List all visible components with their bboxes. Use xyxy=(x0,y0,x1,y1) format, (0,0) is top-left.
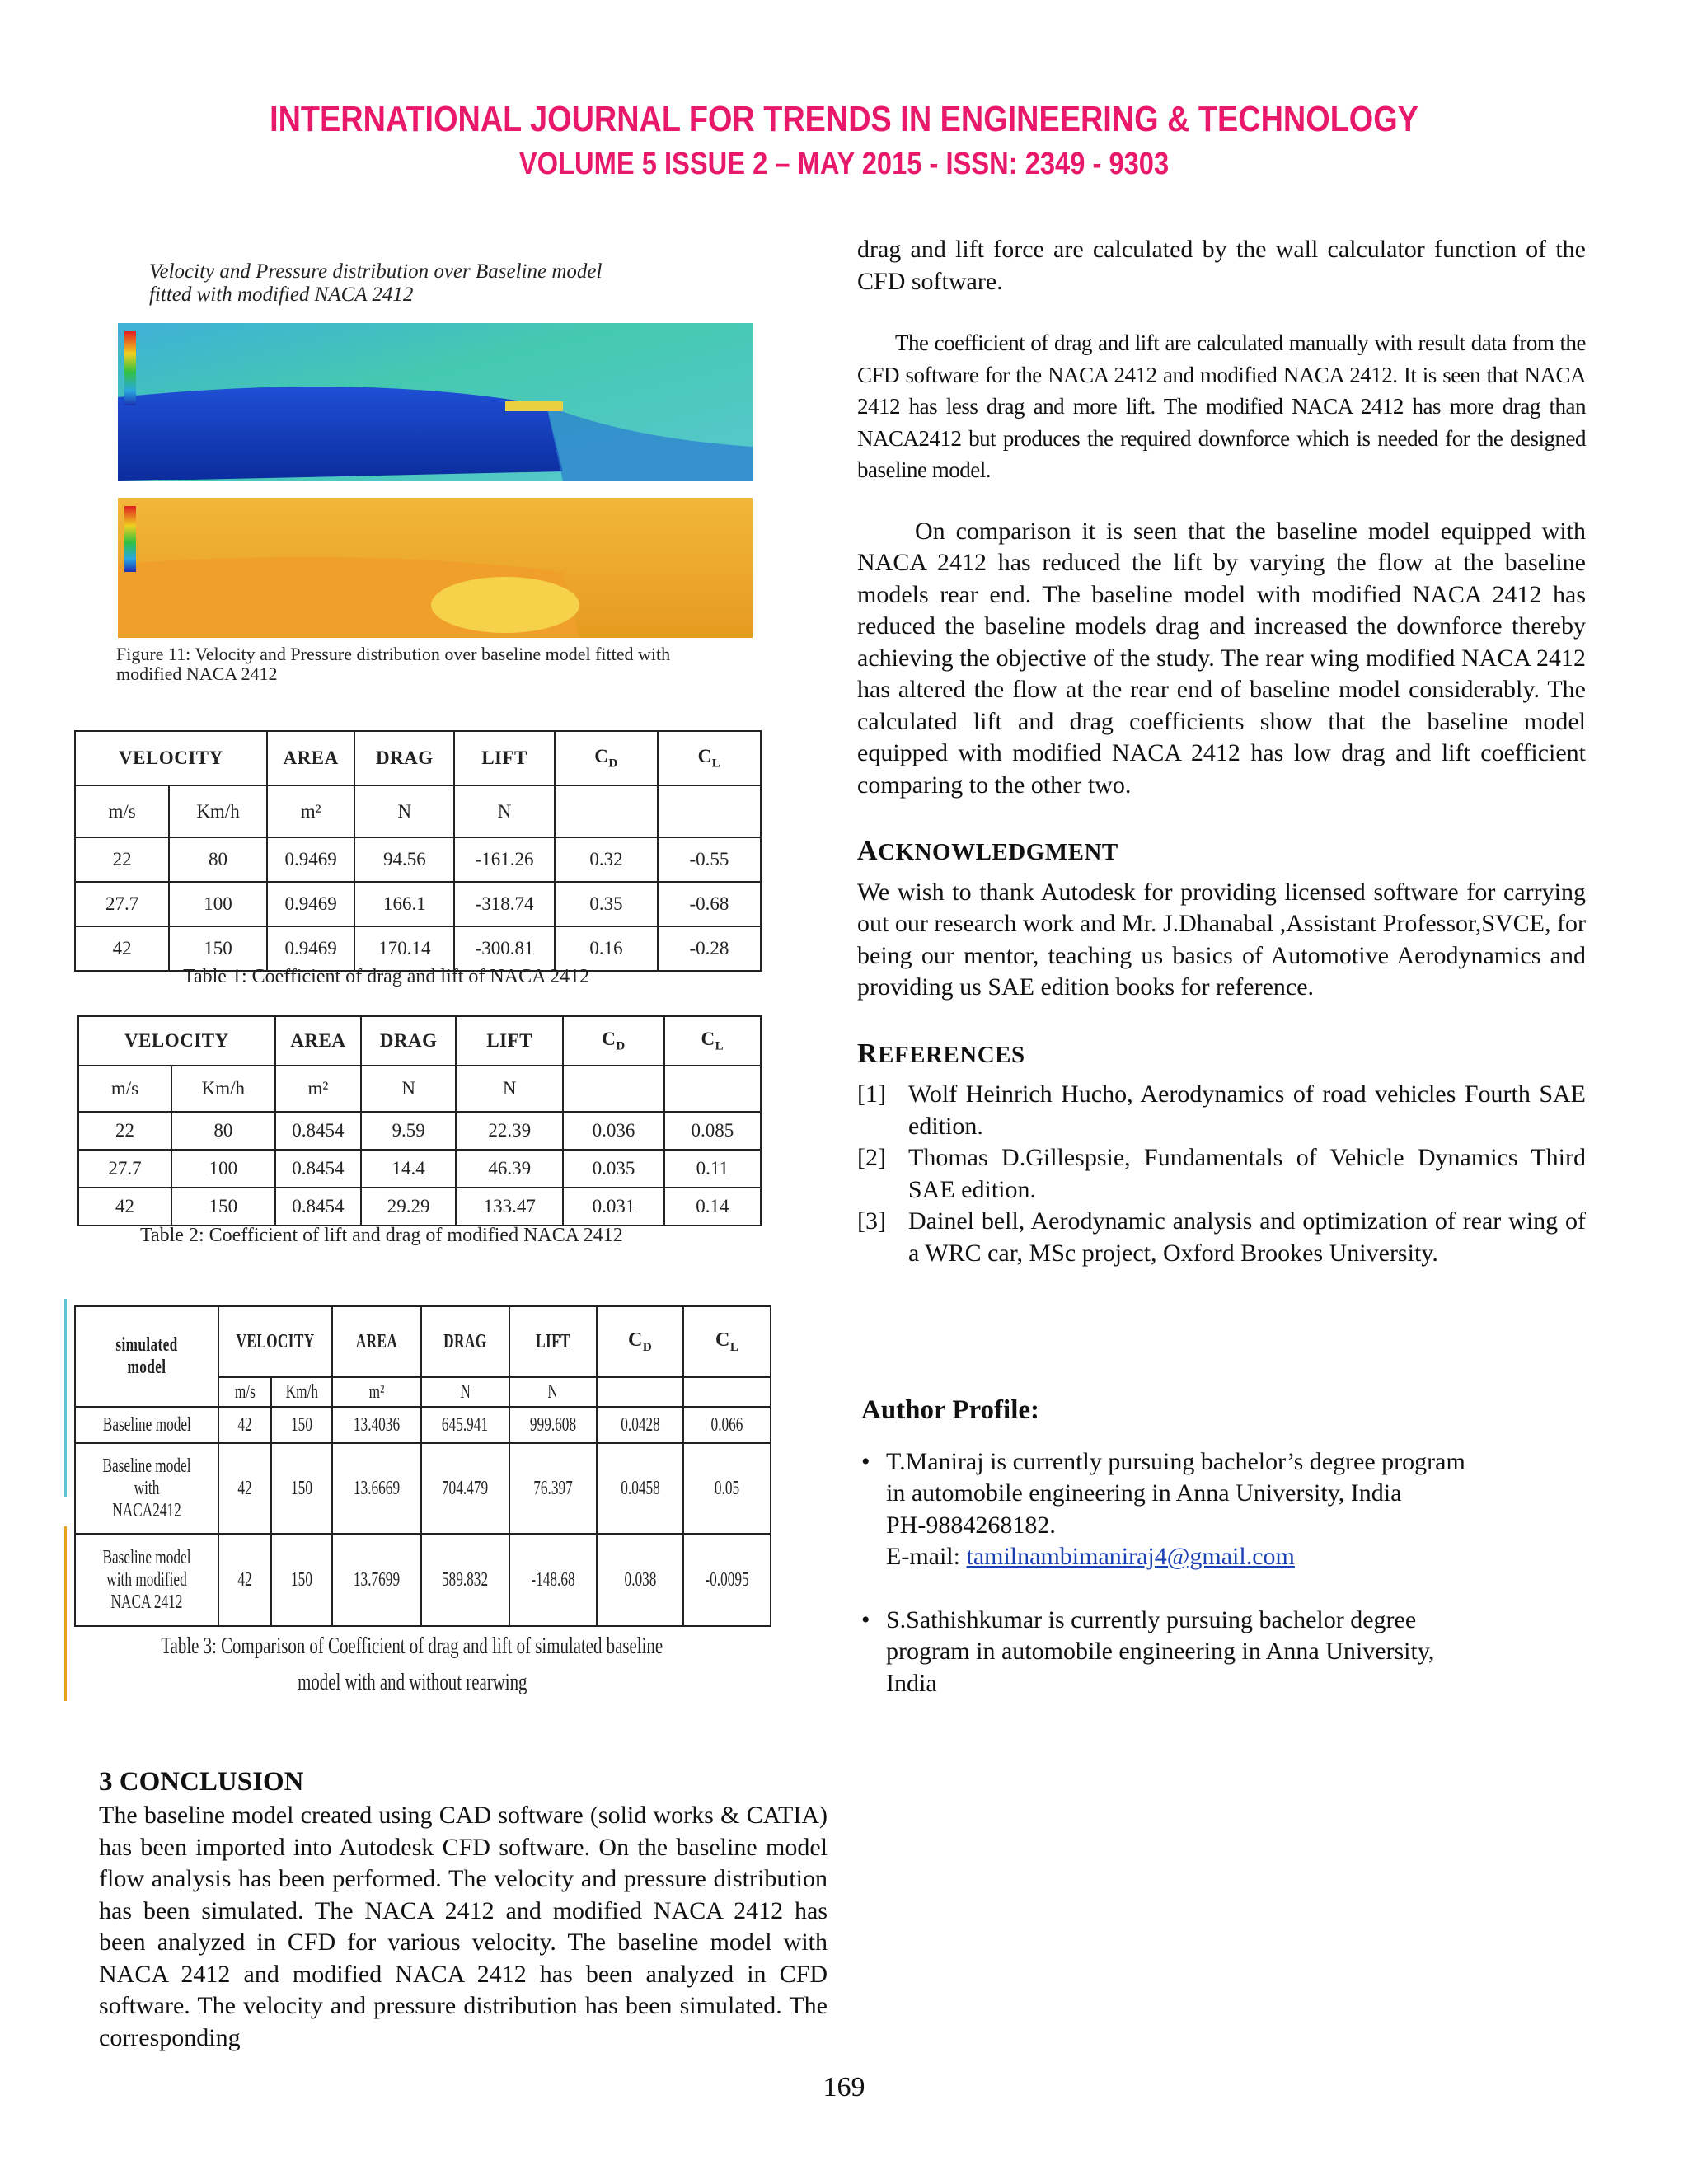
table-cell: 42 xyxy=(75,926,169,971)
journal-issue: VOLUME 5 ISSUE 2 – MAY 2015 - ISSN: 2349 - 9303 xyxy=(518,147,1170,181)
unit-cell: Km/h xyxy=(171,1066,275,1112)
table-cell: 0.11 xyxy=(664,1150,761,1188)
unit-cell: m/s xyxy=(218,1377,271,1407)
table-cell: 0.14 xyxy=(664,1188,761,1226)
table-cell: 150 xyxy=(271,1443,332,1534)
table-cell: 42 xyxy=(218,1534,271,1626)
unit-cell xyxy=(683,1377,771,1407)
table-cell: 42 xyxy=(218,1443,271,1534)
acknowledgment-text: We wish to thank Autodesk for providing licensed software for carrying out our research work and Mr. J.Dhanabal ,Assistant Professor,SVCE, for being our mentor, teaching us basics of Automotive Aerodynamics and providing us SAE edition books for reference. xyxy=(857,878,1586,1001)
unit-cell: Km/h xyxy=(271,1377,332,1407)
author-profile xyxy=(861,1394,1587,1699)
unit-cell: N xyxy=(509,1377,597,1407)
table-cell: 0.35 xyxy=(555,882,658,926)
author-profile-heading: Author Profile: xyxy=(861,1395,1039,1425)
unit-cell: m² xyxy=(267,785,355,837)
pressure-contour-image xyxy=(118,498,753,638)
table-cell: 46.39 xyxy=(456,1150,563,1188)
conclusion-section xyxy=(99,1764,828,2054)
author-email-link[interactable]: tamilnambimaniraj4@gmail.com xyxy=(966,1543,1295,1570)
conclusion-text: The baseline model created using CAD software (solid works & CATIA) has been imported into Autodesk CFD software. On the baseline model flow analysis has been performed. The velocity and pressure distribution has been simulated. The NACA 2412 and modified NACA 2412 has been analyzed in CFD for various velocity. The baseline model with NACA 2412 and modified NACA 2412 has been analyzed in CFD software. The velocity and pressure distribution has been simulated. The corresponding xyxy=(99,1802,828,2051)
table-1-caption: Table 1: Coefficient of drag and lift of NACA 2412 xyxy=(183,966,590,987)
table-3 xyxy=(74,1305,771,1627)
table-cell: -0.55 xyxy=(658,837,761,882)
unit-cell xyxy=(664,1066,761,1112)
header-cl: $C_L$ xyxy=(683,1306,771,1377)
table-cell: 0.036 xyxy=(563,1112,664,1150)
conclusion-heading: 3 CONCLUSION xyxy=(99,1767,304,1797)
table-cell: 22 xyxy=(75,837,169,882)
table-cell: 22.39 xyxy=(456,1112,563,1150)
table-row xyxy=(75,926,761,971)
table-cell: 22 xyxy=(78,1112,171,1150)
unit-cell: N xyxy=(354,785,454,837)
margin-mark xyxy=(64,1299,67,1497)
header-area: AREA xyxy=(275,1016,361,1066)
table-cell: Baseline model with NACA2412 xyxy=(75,1443,218,1534)
table-cell: 0.05 xyxy=(683,1443,771,1534)
table-cell: 150 xyxy=(169,926,267,971)
header-lift: LIFT xyxy=(454,731,555,785)
header-cl: $C_L$ xyxy=(664,1016,761,1066)
references-heading: REFERENCES xyxy=(857,1038,1025,1069)
table-cell: -300.81 xyxy=(454,926,555,971)
table-cell: 0.066 xyxy=(683,1407,771,1443)
table-cell: 589.832 xyxy=(421,1534,510,1626)
table-row xyxy=(78,1150,761,1188)
reference-item: [2] Thomas D.Gillespsie, Fundamentals of Vehicle Dynamics Third SAE edition. xyxy=(857,1144,1586,1203)
paragraph: The coefficient of drag and lift are calculated manually with result data from the CFD software for the NACA 2412 and modified NACA 2412. It is seen that NACA 2412 has less drag and more lift. The modified NACA 2412 has more drag than NACA2412 but produces the required downforce which is needed for the designed baseline model. xyxy=(857,330,1586,482)
unit-cell xyxy=(658,785,761,837)
right-column xyxy=(857,234,1586,1269)
reference-item: [1] Wolf Heinrich Hucho, Aerodynamics of road vehicles Fourth SAE edition. xyxy=(857,1080,1586,1140)
author-item: • T.Maniraj is currently pursuing bachelor’s degree program in automobile engineering in Anna University, India PH-9884268182. E-mail: tamilnambimaniraj4@gmail.com xyxy=(861,1446,1587,1573)
header-cd: $C_D$ xyxy=(555,731,658,785)
header-velocity: VELOCITY xyxy=(218,1306,332,1377)
table-cell: 704.479 xyxy=(421,1443,510,1534)
table-cell: 0.035 xyxy=(563,1150,664,1188)
table-cell: 150 xyxy=(271,1534,332,1626)
table-cell: 29.29 xyxy=(361,1188,456,1226)
table-cell: 166.1 xyxy=(354,882,454,926)
table-cell: 0.031 xyxy=(563,1188,664,1226)
figure-11 xyxy=(110,260,753,689)
table-cell: 0.085 xyxy=(664,1112,761,1150)
table-cell: 100 xyxy=(171,1150,275,1188)
table-row xyxy=(75,837,761,882)
header-simulated-model: simulated model xyxy=(75,1306,218,1407)
table-cell: 42 xyxy=(218,1407,271,1443)
paragraph: drag and lift force are calculated by the wall calculator function of the CFD software. xyxy=(857,236,1586,295)
unit-cell: Km/h xyxy=(169,785,267,837)
table-cell: -161.26 xyxy=(454,837,555,882)
figure-caption: Figure 11: Velocity and Pressure distribution over baseline model fitted with modified NACA 2412 xyxy=(116,644,671,684)
acknowledgment-heading: ACKNOWLEDGMENT xyxy=(857,836,1118,866)
unit-cell xyxy=(563,1066,664,1112)
unit-cell: N xyxy=(361,1066,456,1112)
table-3-caption: Table 3: Comparison of Coefficient of drag and lift of simulated baseline model with and without rearwing xyxy=(161,1633,663,1695)
header-drag: DRAG xyxy=(354,731,454,785)
table-cell: 94.56 xyxy=(354,837,454,882)
table-cell: Baseline model with modified NACA 2412 xyxy=(75,1534,218,1626)
page-number: 169 xyxy=(823,2072,865,2102)
table-cell: 0.0458 xyxy=(597,1443,684,1534)
unit-cell: m² xyxy=(275,1066,361,1112)
header-area: AREA xyxy=(332,1306,421,1377)
table-row xyxy=(75,882,761,926)
paragraph: On comparison it is seen that the baseline model equipped with NACA 2412 has reduced the lift by varying the flow at the baseline models rear end. The baseline model with modified NACA 2412 has reduced the baseline models drag and increased the downforce thereby achieving the objective of the study. The rear wing modified NACA 2412 has altered the flow at the rear end of baseline model considerably. The calculated lift and drag coefficients show that the baseline model equipped with modified NACA 2412 has low drag and lift coefficient comparing to the other two. xyxy=(857,517,1586,799)
unit-cell: N xyxy=(421,1377,510,1407)
table-cell: -148.68 xyxy=(509,1534,597,1626)
table-cell: 999.608 xyxy=(509,1407,597,1443)
table-cell: 0.16 xyxy=(555,926,658,971)
table-cell: -318.74 xyxy=(454,882,555,926)
table-row xyxy=(78,1188,761,1226)
bullet-icon: • xyxy=(861,1447,870,1475)
header-drag: DRAG xyxy=(361,1016,456,1066)
header-lift: LIFT xyxy=(456,1016,563,1066)
header-lift: LIFT xyxy=(509,1306,597,1377)
table-cell: 80 xyxy=(169,837,267,882)
table-cell: 0.8454 xyxy=(275,1150,361,1188)
header-velocity: VELOCITY xyxy=(75,731,267,785)
table-cell: 0.038 xyxy=(597,1534,684,1626)
table-cell: 170.14 xyxy=(354,926,454,971)
unit-cell: N xyxy=(456,1066,563,1112)
author-item: • S.Sathishkumar is currently pursuing bachelor degree program in automobile engineering in Anna University, India xyxy=(861,1605,1587,1700)
table-row xyxy=(75,1443,771,1534)
table-cell: 14.4 xyxy=(361,1150,456,1188)
header-velocity: VELOCITY xyxy=(78,1016,275,1066)
table-cell: 0.8454 xyxy=(275,1188,361,1226)
table-cell: -0.28 xyxy=(658,926,761,971)
table-row xyxy=(78,1112,761,1150)
table-cell: 645.941 xyxy=(421,1407,510,1443)
table-cell: 27.7 xyxy=(75,882,169,926)
table-2 xyxy=(77,1015,762,1226)
unit-cell xyxy=(555,785,658,837)
table-cell: 150 xyxy=(271,1407,332,1443)
table-cell: 13.7699 xyxy=(332,1534,421,1626)
unit-cell: N xyxy=(454,785,555,837)
table-cell: 133.47 xyxy=(456,1188,563,1226)
table-cell: Baseline model xyxy=(75,1407,218,1443)
table-cell: 0.9469 xyxy=(267,882,355,926)
table-1 xyxy=(74,730,762,972)
table-cell: 13.6669 xyxy=(332,1443,421,1534)
unit-cell: m/s xyxy=(78,1066,171,1112)
table-cell: 0.9469 xyxy=(267,926,355,971)
table-cell: 42 xyxy=(78,1188,171,1226)
table-cell: 0.0428 xyxy=(597,1407,684,1443)
table-cell: 9.59 xyxy=(361,1112,456,1150)
table-cell: 100 xyxy=(169,882,267,926)
reference-item: [3] Dainel bell, Aerodynamic analysis and optimization of rear wing of a WRC car, MSc project, Oxford Brookes University. xyxy=(857,1207,1586,1267)
table-cell: -0.0095 xyxy=(683,1534,771,1626)
velocity-contour-image xyxy=(118,323,753,481)
table-cell: 150 xyxy=(171,1188,275,1226)
unit-cell: m/s xyxy=(75,785,169,837)
header-cl: $C_L$ xyxy=(658,731,761,785)
table-cell: 27.7 xyxy=(78,1150,171,1188)
unit-cell xyxy=(597,1377,684,1407)
table-cell: 80 xyxy=(171,1112,275,1150)
bullet-icon: • xyxy=(861,1605,870,1633)
journal-title: INTERNATIONAL JOURNAL FOR TRENDS IN ENGINEERING & TECHNOLOGY xyxy=(270,99,1418,139)
header-cd: $C_D$ xyxy=(597,1306,684,1377)
unit-cell: m² xyxy=(332,1377,421,1407)
table-cell: 13.4036 xyxy=(332,1407,421,1443)
table-2-caption: Table 2: Coefficient of lift and drag of modified NACA 2412 xyxy=(140,1225,623,1246)
table-row xyxy=(75,1534,771,1626)
figure-title: Velocity and Pressure distribution over Baseline model fitted with modified NACA 2412 xyxy=(149,260,603,306)
table-cell: 0.9469 xyxy=(267,837,355,882)
table-cell: -0.68 xyxy=(658,882,761,926)
table-row xyxy=(75,1407,771,1443)
table-cell: 0.8454 xyxy=(275,1112,361,1150)
header-area: AREA xyxy=(267,731,355,785)
header-cd: $C_D$ xyxy=(563,1016,664,1066)
table-cell: 76.397 xyxy=(509,1443,597,1534)
table-cell: 0.32 xyxy=(555,837,658,882)
header-drag: DRAG xyxy=(421,1306,510,1377)
